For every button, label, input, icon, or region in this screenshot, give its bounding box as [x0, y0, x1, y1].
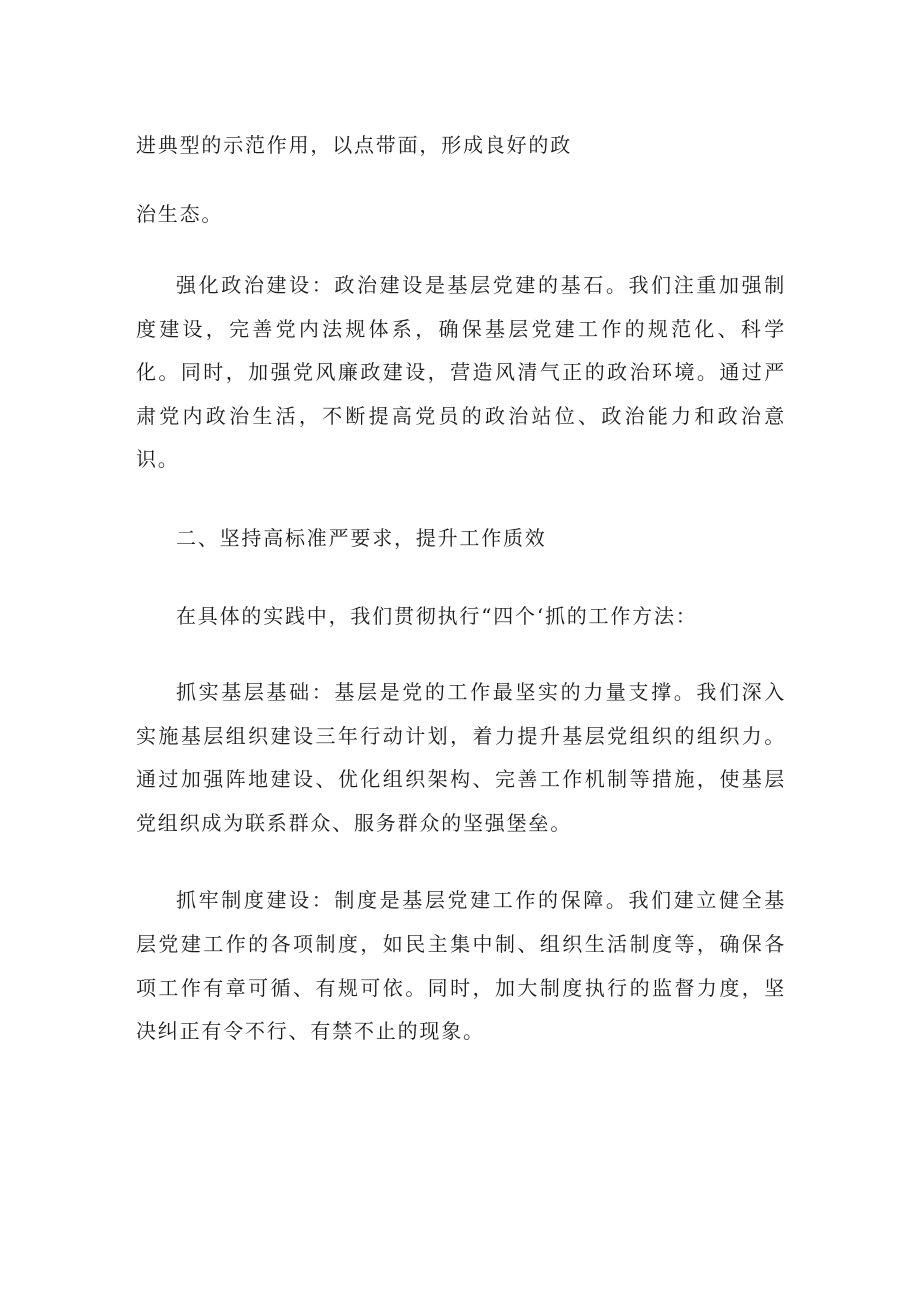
paragraph-methods-intro: 在具体的实践中，我们贯彻执行“四个‘抓的工作方法：	[176, 603, 698, 628]
continued-line-1: 进典型的示范作用，以点带面，形成良好的政	[136, 133, 572, 157]
paragraph-grassroots-foundation: 抓实基层基础：基层是党的工作最坚实的力量支撑。我们深入实施基层组织建设三年行动计划，着力提升基层党组织的组织力。通过加强阵地建设、优化组织架构、完善工作机制等措施，使基层党组织成为联系群众、服务群众的坚强堡垒。	[136, 679, 786, 835]
section-heading-two: 二、坚持高标准严要求，提升工作质效	[176, 525, 547, 550]
continued-line-2: 治生态。	[136, 202, 224, 226]
document-body	[136, 123, 786, 1054]
paragraph-system-construction: 抓牢制度建设：制度是基层党建工作的保障。我们建立健全基层党建工作的各项制度，如民主集中制、组织生活制度等，确保各项工作有章可循、有规可依。同时，加大制度执行的监督力度，坚决纠正有令不行、有禁不止的现象。	[136, 888, 786, 1044]
paragraph-political-construction: 强化政治建设：政治建设是基层党建的基石。我们注重加强制度建设，完善党内法规体系，确保基层党建工作的规范化、科学化。同时，加强党风廉政建设，营造风清气正的政治环境。通过严肃党内政治生活，不断提高党员的政治站位、政治能力和政治意识。	[136, 273, 786, 472]
